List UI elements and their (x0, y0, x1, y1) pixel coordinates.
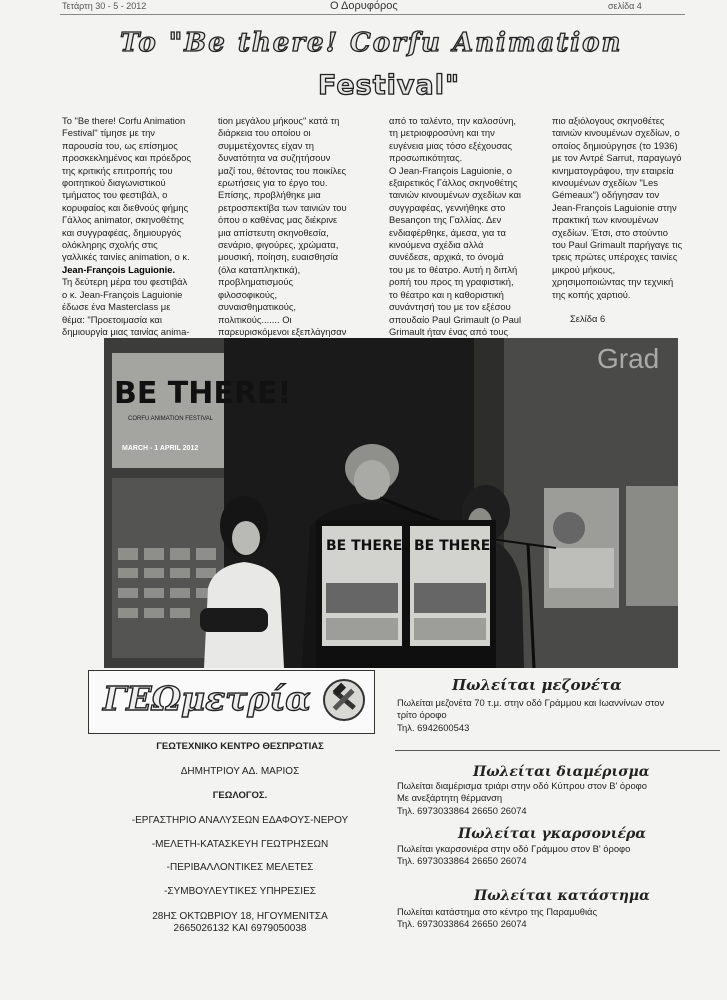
geometria-phones: 2665026132 ΚΑΙ 6979050038 (173, 923, 307, 934)
geometria-profession: ΓΕΩΛΟΓΟΣ. (212, 790, 268, 801)
wall-text: Grad (597, 343, 660, 374)
podium-poster-1: BE THERE! (326, 538, 409, 554)
continued-label: Σελίδα 6 (570, 313, 606, 325)
classified-text-shop: Πωλείται κατάστημα στο κέντρο της Παραμυθιάς Τηλ. 6973033864 26650 26074 (397, 906, 597, 930)
geometria-company: ΓΕΩΤΕΧΝΙΚΟ ΚΕΝΤΡΟ ΘΕΣΠΡΩΤΙΑΣ (156, 741, 324, 752)
article-column-3: από το ταλέντο, την καλοσύνη, τη μετριοφροσύνη και την ευγένεια μιας τόσο εξέχουσας προσωπικότητας. Ο Jean-François Laguionie, ο εξαιρετικός Γάλλος σκηνοθέτης ταινιών κινουμένων σχεδίων και συγγραφέας, γεννήθηκε στο Besançon της Γαλλίας. Δεν ενδιαφέρθηκε, άμεσα, για τα κινούμενα σχέδια αλλά συνέδεσε, αρχικά, το όνομά του με το θέατρο. Αυτή η διπλή ροπή του προς τη γραφιστική, το θέατρο και η καθοριστική συνάντησή του με τον εξέσου σπουδαίο Paul Grimault (ο Paul Grimault ήταν ένας από τους (389, 115, 522, 337)
hammer-logo-icon (321, 677, 367, 723)
header-paper-name: Ο Δορυφόρος (330, 0, 398, 12)
geometria-service-2: -ΜΕΛΕΤΗ-ΚΑΤΑΣΚΕΥΗ ΓΕΩΤΡΗΣΕΩΝ (151, 839, 329, 850)
article-title-line1: To "Be there! Corfu Animation (120, 28, 623, 58)
header-page-number: σελίδα 4 (608, 1, 642, 11)
banner-dates: MARCH - 1 APRIL 2012 (122, 445, 199, 452)
article-title-line2: Festival" (318, 70, 461, 101)
classified-title-shop: Πωλείται κατάστημα (474, 888, 650, 904)
geometria-owner: ΔΗΜΗΤΡΙΟΥ ΑΔ. ΜΑΡΙΟΣ (180, 766, 300, 777)
geometria-logo-box (88, 670, 375, 734)
geometria-logo: ΓΕΩμετρία (103, 679, 311, 718)
banner-title: BE THERE! (114, 376, 292, 411)
article-column-2: tion μεγάλου μήκους" κατά τη διάρκεια του οποίου οι συμμετέχοντες είχαν τη δυνατότητα να συζητήσουν μαζί του, θέτοντας του ποικίλες ερωτήσεις για το έργο του. Επίσης, προβλήθηκε μια ρετροσπεκτίβα των ταινιών του όπου ο καθένας μας διέκρινε μια απίστευτη σκηνοθεσία, σενάριο, φιγούρες, χρώματα, μουσική, ποίηση, ευαισθησία (όλα καταπληκτικά), προβληματισμούς φιλοσοφικούς, συναισθηματικούς, πολιτικούς....... Οι παρευρισκόμενοι εξεπλάγησαν (218, 115, 347, 337)
geometria-service-1: -ΕΡΓΑΣΤΗΡΙΟ ΑΝΑΛΥΣΕΩΝ ΕΔΑΦΟΥΣ-ΝΕΡΟΥ (131, 815, 349, 826)
header-rule (60, 14, 685, 15)
classified-title-maisonette: Πωλείται μεζονέτα (452, 676, 622, 694)
geometria-address: 28ΗΣ ΟΚΤΩΒΡΙΟΥ 18, ΗΓΟΥΜΕΝΙΤΣΑ (152, 911, 328, 922)
classified-title-studio: Πωλείται γκαρσονιέρα (458, 826, 647, 842)
classified-text-studio: Πωλείται γκαρσονιέρα στην οδό Γράμμου στον Β' όροφο Τηλ. 6973033864 26650 26074 (397, 843, 631, 867)
article-column-4: πιο αξιόλογους σκηνοθέτες ταινιών κινουμένων σχεδίων, ο οποίος δημιούργησε (το 1936) με τον Αντρέ Sarrut, παραγωγό κινηματογράφου, την εταιρεία κινουμένων σχεδίων "Les Gémeaux") οδήγησαν τον Jean-François Laguionie στην πρακτική των κινουμένων σχεδίων. Έτσι, στο στούντιο του Paul Grimault παρήγαγε τις τρεις πρώτες υπέροχες ταινίες μικρού μήκους, χρησιμοποιώντας την τεχνική της κοπής χαρτιού. Σελίδα 6 (552, 115, 722, 326)
classified-text-maisonette: Πωλείται μεζονέτα 70 τ.μ. στην οδό Γράμμου και Ιωαννίνων στον τρίτο όροφο Τηλ. 6942600543 (397, 697, 665, 733)
classified-title-apartment: Πωλείται διαμέρισμα (473, 764, 650, 780)
header-date: Τετάρτη 30 - 5 - 2012 (62, 1, 147, 11)
event-photo (104, 338, 678, 668)
podium-poster-2: BE THERE! (414, 538, 497, 554)
classified-text-apartment: Πωλείται διαμέρισμα τριάρι στην οδό Κύπρου στον Β' όροφο Με ανεξάρτητη θέρμανση Τηλ. 6973033864 26650 26074 (397, 780, 647, 816)
geometria-service-3: -ΠΕΡΙΒΑΛΛΟΝΤΙΚΕΣ ΜΕΛΕΤΕΣ (166, 862, 314, 873)
article-column-1: Το "Be there! Corfu Animation Festival" τίμησε με την παρουσία του, ως επίσημος προσκεκλημένος και πρόεδρος της κριτικής επιτροπής του φοιτητικού διαγωνιστικού τμήματος του φεστιβάλ, ο κορυφαίος και διεθνούς φήμης Γάλλος animator, σκηνοθέτης και συγγραφέας, δημιουργός ολόκληρης σχολής στις γαλλικές ταινίες animation, ο κ. Jean-François Laguionie. Τη δεύτερη μέρα του φεστιβάλ ο κ. Jean-François Laguionie έδωσε ένα Masterclass με θέμα: "Προετοιμασία και δημιουργία μιας ταινίας anima- (62, 115, 192, 337)
classified-divider (395, 750, 720, 751)
geometria-service-4: -ΣΥΜΒΟΥΛΕΥΤΙΚΕΣ ΥΠΗΡΕΣΙΕΣ (164, 886, 316, 897)
banner-subtitle: CORFU ANIMATION FESTIVAL (128, 416, 214, 422)
